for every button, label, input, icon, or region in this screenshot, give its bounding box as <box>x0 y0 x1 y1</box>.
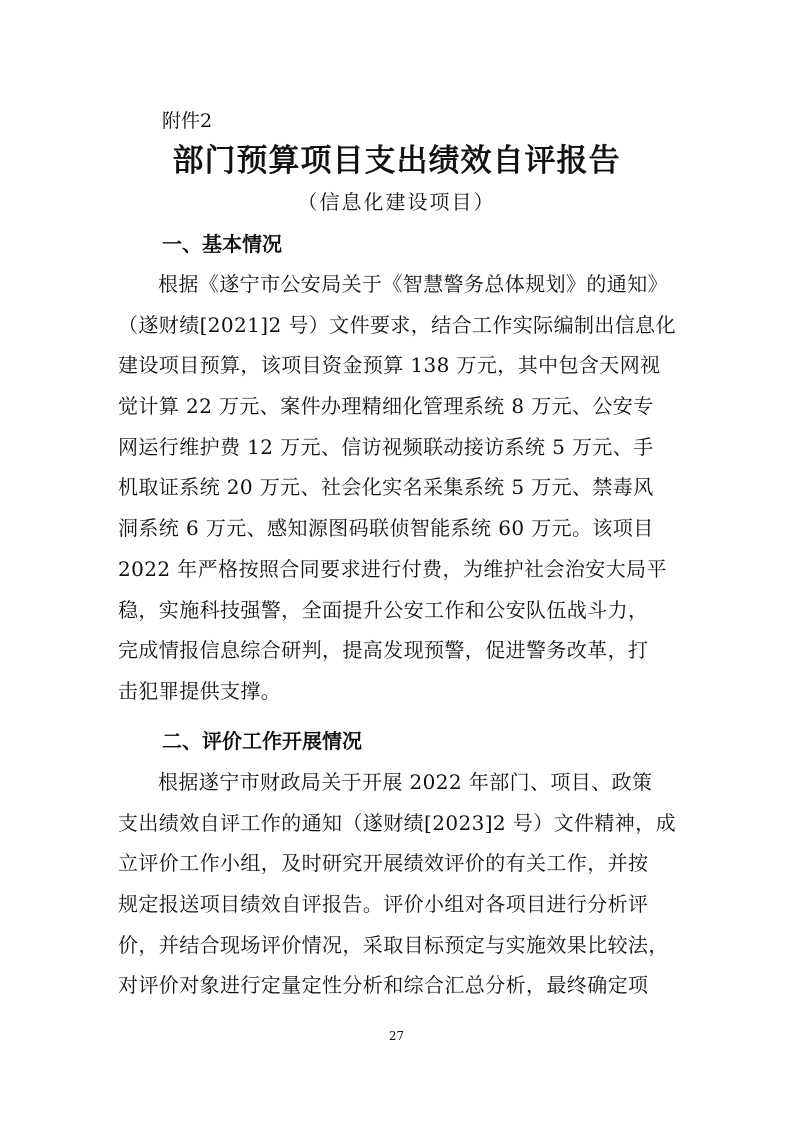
paragraph-line: 击犯罪提供支撑。 <box>118 678 282 703</box>
paragraph-line: 完成情报信息综合研判，提高发现预警，促进警务改革，打 <box>118 638 649 663</box>
paragraph-line: 根据遂宁市财政局关于开展 2022 年部门、项目、政策 <box>158 770 653 794</box>
paragraph-line: 稳，实施科技强警，全面提升公安工作和公安队伍战斗力， <box>118 597 649 622</box>
paragraph-line: 支出绩效自评工作的通知（遂财绩[2023]2 号）文件精神，成 <box>118 810 676 835</box>
paragraph-line: 规定报送项目绩效自评报告。评价小组对各项目进行分析评 <box>118 892 649 917</box>
section-heading-basic-info: 一、基本情况 <box>162 232 282 256</box>
paragraph-line: 对评价对象进行定量定性分析和综合汇总分析，最终确定项 <box>118 973 649 998</box>
section-paragraph-basic-info <box>118 264 678 712</box>
document-subtitle: （信息化建设项目） <box>297 190 496 214</box>
paragraph-line: （遂财绩[2021]2 号）文件要求，结合工作实际编制出信息化 <box>118 312 676 337</box>
paragraph-line: 机取证系统 20 万元、社会化实名采集系统 5 万元、禁毒风 <box>118 475 654 500</box>
paragraph-line: 2022 年严格按照合同要求进行付费，为维护社会治安大局平 <box>118 556 667 581</box>
paragraph-line: 建设项目预算，该项目资金预算 138 万元，其中包含天网视 <box>118 353 661 378</box>
attachment-label: 附件2 <box>162 110 213 132</box>
paragraph-line: 价，并结合现场评价情况，采取目标预定与实施效果比较法， <box>118 932 669 957</box>
paragraph-line: 根据《遂宁市公安局关于《智慧警务总体规划》的通知》 <box>158 272 668 296</box>
section-heading-evaluation: 二、评价工作开展情况 <box>162 729 362 753</box>
paragraph-line: 觉计算 22 万元、案件办理精细化管理系统 8 万元、公安专 <box>118 394 654 419</box>
section-paragraph-evaluation <box>118 762 678 1006</box>
page-number: 27 <box>388 1029 405 1043</box>
paragraph-line: 网运行维护费 12 万元、信访视频联动接访系统 5 万元、手 <box>118 434 654 459</box>
paragraph-line: 洞系统 6 万元、感知源图码联侦智能系统 60 万元。该项目 <box>118 516 654 541</box>
paragraph-line: 立评价工作小组，及时研究开展绩效评价的有关工作，并按 <box>118 851 649 876</box>
document-title: 部门预算项目支出绩效自评报告 <box>172 143 621 179</box>
